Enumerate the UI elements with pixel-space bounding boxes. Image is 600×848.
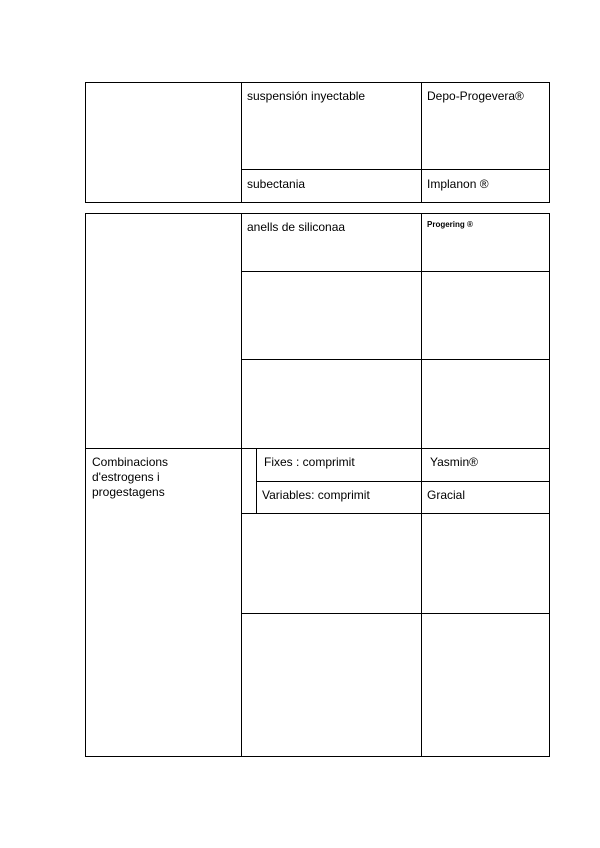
table-1-right-border [549, 82, 550, 203]
table-2-cell-anells: anells de siliconaa [247, 220, 346, 234]
table-1-top-border [85, 82, 550, 83]
table-2-cell-fixes: Fixes : comprimit [264, 455, 355, 469]
table-2-row-divider-2 [241, 359, 550, 360]
table-2-row-divider-5 [241, 513, 550, 514]
table-2-col-divider-1 [241, 213, 242, 757]
table-1-col-divider-2 [421, 82, 422, 203]
table-1-cell-subectania: subectania [247, 177, 306, 191]
table-2-top-border [85, 213, 550, 214]
table-2-bottom-border [85, 756, 550, 757]
table-2-cell-gracial: Gracial [427, 488, 466, 502]
table-2-row-divider-3 [85, 448, 550, 449]
table-2-left-border [85, 213, 86, 757]
table-1-cell-depo-progevera: Depo-Progevera® [427, 89, 524, 103]
table-1-cell-implanon: Implanon ® [427, 177, 489, 191]
table-1-cell-suspension: suspensión inyectable [247, 89, 366, 103]
table-2-cell-progering: Progering ® [427, 220, 473, 229]
table-1-bottom-border [85, 202, 550, 203]
table-2-row-divider-1 [241, 271, 550, 272]
table-2-cell-yasmin: Yasmin® [430, 455, 478, 469]
table-2-row-divider-6 [241, 613, 550, 614]
table-2-row-divider-4 [256, 481, 550, 482]
table-1-col-divider-1 [241, 82, 242, 203]
table-2-cell-combinacions: Combinacions d'estrogens i progestagens [92, 455, 169, 499]
table-1-left-border [85, 82, 86, 203]
table-2-right-border [549, 213, 550, 757]
table-2-col-divider-2 [421, 213, 422, 757]
table-2-cell-variables: Variables: comprimit [262, 488, 370, 502]
table-1-row-divider [241, 169, 550, 170]
